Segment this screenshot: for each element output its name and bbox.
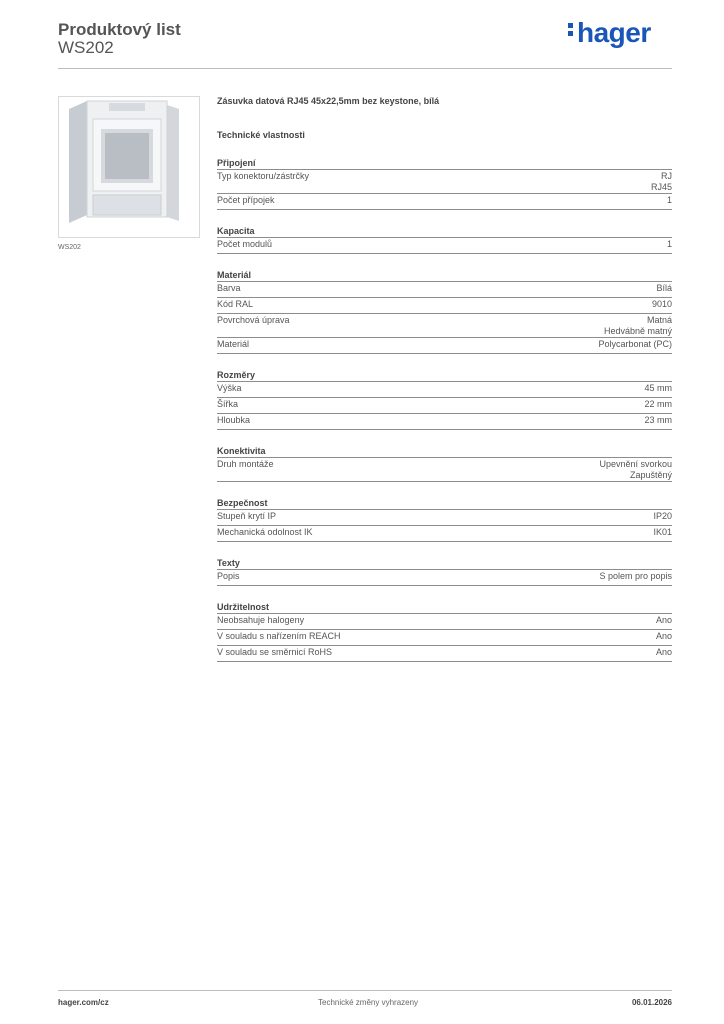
spec-value-line: Matná (646, 315, 672, 325)
footer-date: 06.01.2026 (631, 998, 672, 1007)
spec-section (217, 269, 672, 354)
spec-row (217, 509, 672, 525)
spec-label: Výška (217, 383, 242, 393)
spec-label: Barva (217, 283, 241, 293)
spec-label: V souladu se směrnicí RoHS (217, 647, 333, 657)
spec-row (217, 337, 672, 354)
spec-label: Druh montáže (217, 459, 274, 469)
spec-row (217, 297, 672, 313)
spec-section (217, 497, 672, 542)
spec-row (217, 381, 672, 397)
product-description: Zásuvka datová RJ45 45x22,5mm bez keystone, bílá (217, 96, 440, 106)
spec-rows (217, 237, 672, 254)
spec-value-line: IP20 (653, 511, 672, 521)
spec-label: Povrchová úprava (217, 315, 290, 325)
spec-section (217, 601, 672, 662)
spec-label: Materiál (217, 339, 250, 349)
spec-sections (217, 157, 672, 662)
spec-value-line: 23 mm (644, 415, 672, 425)
spec-label: Popis (217, 571, 240, 581)
spec-value (656, 615, 672, 629)
header-divider (58, 68, 672, 69)
logo-dots-icon (568, 20, 574, 39)
spec-value-line: Ano (655, 631, 672, 641)
spec-row (217, 281, 672, 297)
spec-value-line: 22 mm (644, 399, 672, 409)
spec-value-line: Ano (655, 615, 672, 625)
spec-value-line: 1 (666, 195, 672, 205)
section-title: Udržitelnost (217, 602, 270, 612)
spec-value (644, 399, 672, 413)
spec-value (656, 647, 672, 661)
spec-value-line: 45 mm (644, 383, 672, 393)
spec-label: Hloubka (217, 415, 251, 425)
spec-value-line: Ano (655, 647, 672, 657)
spec-value (599, 571, 672, 585)
footer-divider (58, 990, 672, 991)
spec-section (217, 369, 672, 430)
spec-value (653, 511, 672, 525)
spec-label: Mechanická odolnost IK (217, 527, 313, 537)
spec-value (598, 339, 672, 353)
section-title: Bezpečnost (217, 498, 268, 508)
spec-row (217, 397, 672, 413)
hager-logo (568, 17, 651, 49)
footer-website: hager.com/cz (58, 998, 109, 1007)
spec-section (217, 557, 672, 586)
spec-rows (217, 509, 672, 542)
spec-section (217, 445, 672, 482)
spec-rows (217, 169, 672, 210)
image-caption: WS202 (58, 244, 81, 251)
product-code: WS202 (58, 38, 114, 57)
spec-value-line: 1 (666, 239, 672, 249)
spec-row (217, 237, 672, 254)
spec-value-line: IK01 (653, 527, 672, 537)
spec-value-line: RJ (661, 171, 672, 181)
spec-value-line: 9010 (651, 299, 672, 309)
spec-value (651, 171, 672, 193)
spec-row (217, 457, 672, 482)
spec-label: Kód RAL (217, 299, 254, 309)
section-title: Kapacita (217, 226, 255, 236)
spec-value-line: RJ45 (650, 182, 672, 192)
section-title: Texty (217, 558, 240, 568)
spec-value (656, 631, 672, 645)
section-title: Materiál (217, 270, 252, 280)
spec-rows (217, 613, 672, 662)
spec-row (217, 525, 672, 542)
spec-section (217, 225, 672, 254)
logo-text: hager (577, 17, 651, 48)
spec-value (667, 195, 672, 209)
spec-value (652, 299, 672, 313)
spec-row (217, 613, 672, 629)
spec-value (656, 283, 672, 297)
spec-row (217, 629, 672, 645)
spec-row (217, 169, 672, 193)
spec-section (217, 157, 672, 210)
spec-value (644, 415, 672, 429)
section-title: Konektivita (217, 446, 266, 456)
spec-label: V souladu s nařízením REACH (217, 631, 341, 641)
spec-value-line: Upevnění svorkou (599, 459, 672, 469)
socket-illustration (59, 97, 199, 237)
spec-value-line: Polycarbonat (PC) (598, 339, 672, 349)
spec-value (599, 459, 672, 481)
spec-value-line: Bílá (656, 283, 672, 293)
product-image (58, 96, 200, 238)
spec-value (667, 239, 672, 253)
page-title: Produktový list (58, 20, 181, 39)
spec-label: Typ konektoru/zástrčky (217, 171, 310, 181)
spec-row (217, 645, 672, 662)
section-title: Připojení (217, 158, 256, 168)
section-title: Rozměry (217, 370, 256, 380)
spec-row (217, 569, 672, 586)
spec-value-line: S polem pro popis (599, 571, 672, 581)
spec-value-line: Hedvábně matný (603, 326, 672, 336)
spec-row (217, 313, 672, 337)
spec-value (653, 527, 672, 541)
spec-label: Počet modulů (217, 239, 273, 249)
spec-rows (217, 457, 672, 482)
spec-label: Neobsahuje halogeny (217, 615, 305, 625)
spec-rows (217, 569, 672, 586)
spec-label: Stupeň krytí IP (217, 511, 277, 521)
spec-rows (217, 381, 672, 430)
spec-rows (217, 281, 672, 354)
spec-content (217, 96, 672, 662)
spec-label: Počet přípojek (217, 195, 275, 205)
technical-properties-heading: Technické vlastnosti (217, 130, 305, 140)
spec-label: Šířka (217, 399, 239, 409)
spec-value (644, 383, 672, 397)
spec-value-line: Zapuštěný (629, 470, 672, 480)
spec-row (217, 413, 672, 430)
footer-notice: Technické změny vyhrazeny (318, 998, 419, 1007)
spec-row (217, 193, 672, 210)
spec-value (604, 315, 672, 337)
